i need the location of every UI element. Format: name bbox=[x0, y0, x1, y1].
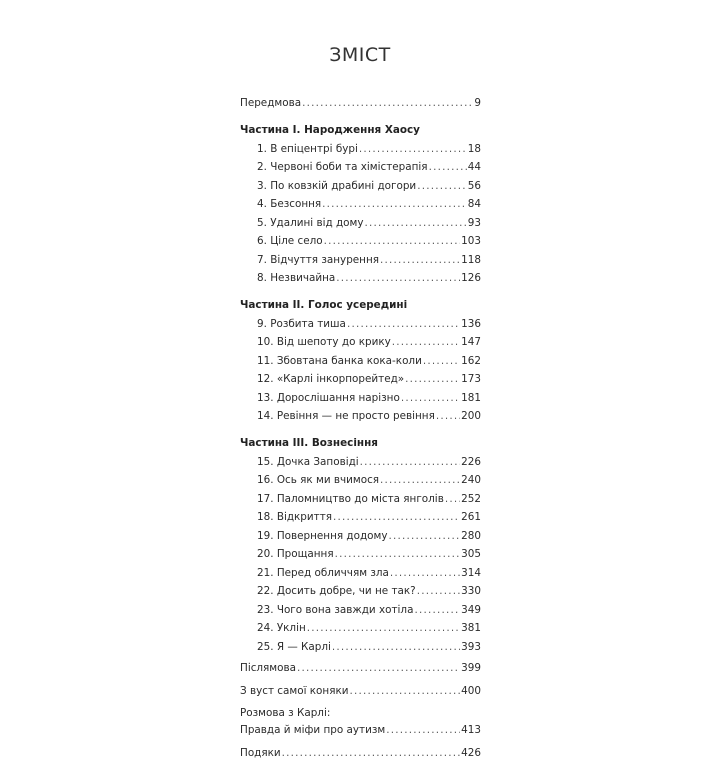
page-number: 84 bbox=[468, 195, 481, 214]
page-number: 56 bbox=[468, 177, 481, 196]
page-number: 426 bbox=[461, 744, 481, 762]
dot-leader bbox=[423, 352, 460, 371]
page-number: 103 bbox=[461, 232, 481, 251]
dot-leader bbox=[417, 582, 460, 601]
dot-leader bbox=[324, 232, 461, 251]
conversation-heading[interactable]: Розмова з Карлі: bbox=[240, 706, 481, 721]
page-number: 305 bbox=[461, 545, 481, 564]
dot-leader bbox=[360, 453, 461, 472]
page-number: 147 bbox=[461, 333, 481, 352]
entry-label: 3. По ковзкій драбині догори bbox=[257, 177, 416, 196]
page-number: 349 bbox=[461, 601, 481, 620]
toc-entry[interactable] bbox=[240, 527, 481, 546]
toc-entry-afterword[interactable] bbox=[240, 659, 481, 678]
page-number: 252 bbox=[461, 490, 481, 509]
entry-label: 1. В епіцентрі бурі bbox=[257, 140, 358, 159]
dot-leader bbox=[335, 545, 461, 564]
toc-entry[interactable] bbox=[240, 195, 481, 214]
entry-label: 16. Ось як ми вчимося bbox=[257, 471, 379, 490]
page-number: 126 bbox=[461, 269, 481, 288]
page-number: 173 bbox=[461, 370, 481, 389]
toc-entry[interactable] bbox=[240, 389, 481, 408]
page-number: 240 bbox=[461, 471, 481, 490]
dot-leader bbox=[414, 601, 460, 620]
dot-leader bbox=[365, 214, 467, 233]
toc-entry[interactable] bbox=[240, 471, 481, 490]
dot-leader bbox=[359, 140, 467, 159]
entry-label: 14. Ревіння — не просто ревіння bbox=[257, 407, 435, 426]
page-number: 93 bbox=[468, 214, 481, 233]
toc-entry[interactable] bbox=[240, 490, 481, 509]
dot-leader bbox=[347, 315, 460, 334]
part-heading[interactable]: Частина III. Вознесіння bbox=[240, 434, 481, 453]
toc-entry-conversation[interactable] bbox=[240, 721, 481, 740]
toc-entry[interactable] bbox=[240, 619, 481, 638]
dot-leader bbox=[322, 195, 467, 214]
page-number: 136 bbox=[461, 315, 481, 334]
dot-leader bbox=[333, 508, 460, 527]
page-number: 393 bbox=[461, 638, 481, 657]
dot-leader bbox=[445, 490, 460, 509]
entry-label: Передмова bbox=[240, 94, 301, 113]
entry-label: 6. Ціле село bbox=[257, 232, 323, 251]
page-number: 9 bbox=[474, 94, 481, 113]
toc-entry[interactable] bbox=[240, 582, 481, 601]
toc-entry[interactable] bbox=[240, 407, 481, 426]
page-number: 18 bbox=[468, 140, 481, 159]
toc-entry-from-horse[interactable] bbox=[240, 682, 481, 701]
toc-entry[interactable] bbox=[240, 508, 481, 527]
entry-label: 22. Досить добре, чи не так? bbox=[257, 582, 416, 601]
entry-label: 20. Прощання bbox=[257, 545, 334, 564]
dot-leader bbox=[390, 564, 460, 583]
page-number: 413 bbox=[461, 721, 481, 740]
page-number: 330 bbox=[461, 582, 481, 601]
page-number: 44 bbox=[468, 158, 481, 177]
entry-label: 15. Дочка Заповіді bbox=[257, 453, 359, 472]
toc-entry[interactable] bbox=[240, 158, 481, 177]
entry-label: 19. Повернення додому bbox=[257, 527, 388, 546]
entry-label: 17. Паломництво до міста янголів bbox=[257, 490, 444, 509]
toc-entry[interactable] bbox=[240, 269, 481, 288]
part-heading[interactable]: Частина I. Народження Хаосу bbox=[240, 121, 481, 140]
toc-entry[interactable] bbox=[240, 370, 481, 389]
dot-leader bbox=[405, 370, 460, 389]
entry-label: 12. «Карлі інкорпорейтед» bbox=[257, 370, 404, 389]
dot-leader bbox=[336, 269, 460, 288]
toc-entry[interactable] bbox=[240, 214, 481, 233]
dot-leader bbox=[349, 682, 460, 701]
entry-label: 25. Я — Карлі bbox=[257, 638, 331, 657]
toc-entry[interactable] bbox=[240, 232, 481, 251]
toc-entry[interactable] bbox=[240, 333, 481, 352]
entry-label: 21. Перед обличчям зла bbox=[257, 564, 389, 583]
dot-leader bbox=[380, 471, 460, 490]
entry-label: 18. Відкриття bbox=[257, 508, 332, 527]
toc-entry[interactable] bbox=[240, 140, 481, 159]
entry-label: 13. Дорослішання нарізно bbox=[257, 389, 400, 408]
entry-label: 11. Збовтана банка кока-коли bbox=[257, 352, 422, 371]
entry-label: 24. Уклін bbox=[257, 619, 306, 638]
dot-leader bbox=[417, 177, 467, 196]
dot-leader bbox=[282, 744, 461, 762]
toc-entry[interactable] bbox=[240, 251, 481, 270]
toc-entry[interactable] bbox=[240, 601, 481, 620]
dot-leader bbox=[392, 333, 460, 352]
page-number: 118 bbox=[461, 251, 481, 270]
entry-label: 10. Від шепоту до крику bbox=[257, 333, 391, 352]
dot-leader bbox=[297, 659, 460, 678]
entry-label: 2. Червоні боби та хімістерапія bbox=[257, 158, 428, 177]
page-number: 162 bbox=[461, 352, 481, 371]
dot-leader bbox=[429, 158, 467, 177]
entry-label: Подяки bbox=[240, 744, 281, 762]
page-number: 381 bbox=[461, 619, 481, 638]
page-number: 399 bbox=[461, 659, 481, 678]
page-number: 400 bbox=[461, 682, 481, 701]
dot-leader bbox=[389, 527, 461, 546]
toc-entry[interactable] bbox=[240, 352, 481, 371]
entry-label: 5. Удалині від дому bbox=[257, 214, 364, 233]
entry-label: 8. Незвичайна bbox=[257, 269, 335, 288]
page-number: 226 bbox=[461, 453, 481, 472]
page-number: 280 bbox=[461, 527, 481, 546]
page-number: 181 bbox=[461, 389, 481, 408]
dot-leader bbox=[302, 94, 473, 113]
page-number: 261 bbox=[461, 508, 481, 527]
toc-entry[interactable] bbox=[240, 545, 481, 564]
dot-leader bbox=[401, 389, 460, 408]
entry-label: 4. Безсоння bbox=[257, 195, 321, 214]
dot-leader bbox=[386, 721, 460, 740]
entry-label: 7. Відчуття занурення bbox=[257, 251, 379, 270]
dot-leader bbox=[436, 407, 460, 426]
toc-entry-thanks[interactable] bbox=[240, 744, 481, 762]
toc-entry[interactable] bbox=[240, 453, 481, 472]
toc-entry[interactable] bbox=[240, 638, 481, 657]
toc-entry[interactable] bbox=[240, 564, 481, 583]
page-number: 200 bbox=[461, 407, 481, 426]
entry-label: Післямова bbox=[240, 659, 296, 678]
toc-entry[interactable] bbox=[240, 315, 481, 334]
dot-leader bbox=[307, 619, 460, 638]
toc-entry[interactable] bbox=[240, 177, 481, 196]
part-heading[interactable]: Частина II. Голос усередині bbox=[240, 296, 481, 315]
entry-label: З вуст самої коняки bbox=[240, 682, 348, 701]
dot-leader bbox=[380, 251, 460, 270]
page-number: 314 bbox=[461, 564, 481, 583]
entry-label: 9. Розбита тиша bbox=[257, 315, 346, 334]
dot-leader bbox=[332, 638, 460, 657]
entry-label: Правда й міфи про аутизм bbox=[240, 721, 385, 740]
table-of-contents bbox=[240, 94, 481, 762]
page-title: ЗМІСТ bbox=[0, 44, 720, 66]
entry-label: 23. Чого вона завжди хотіла bbox=[257, 601, 413, 620]
toc-entry-preface[interactable] bbox=[240, 94, 481, 113]
